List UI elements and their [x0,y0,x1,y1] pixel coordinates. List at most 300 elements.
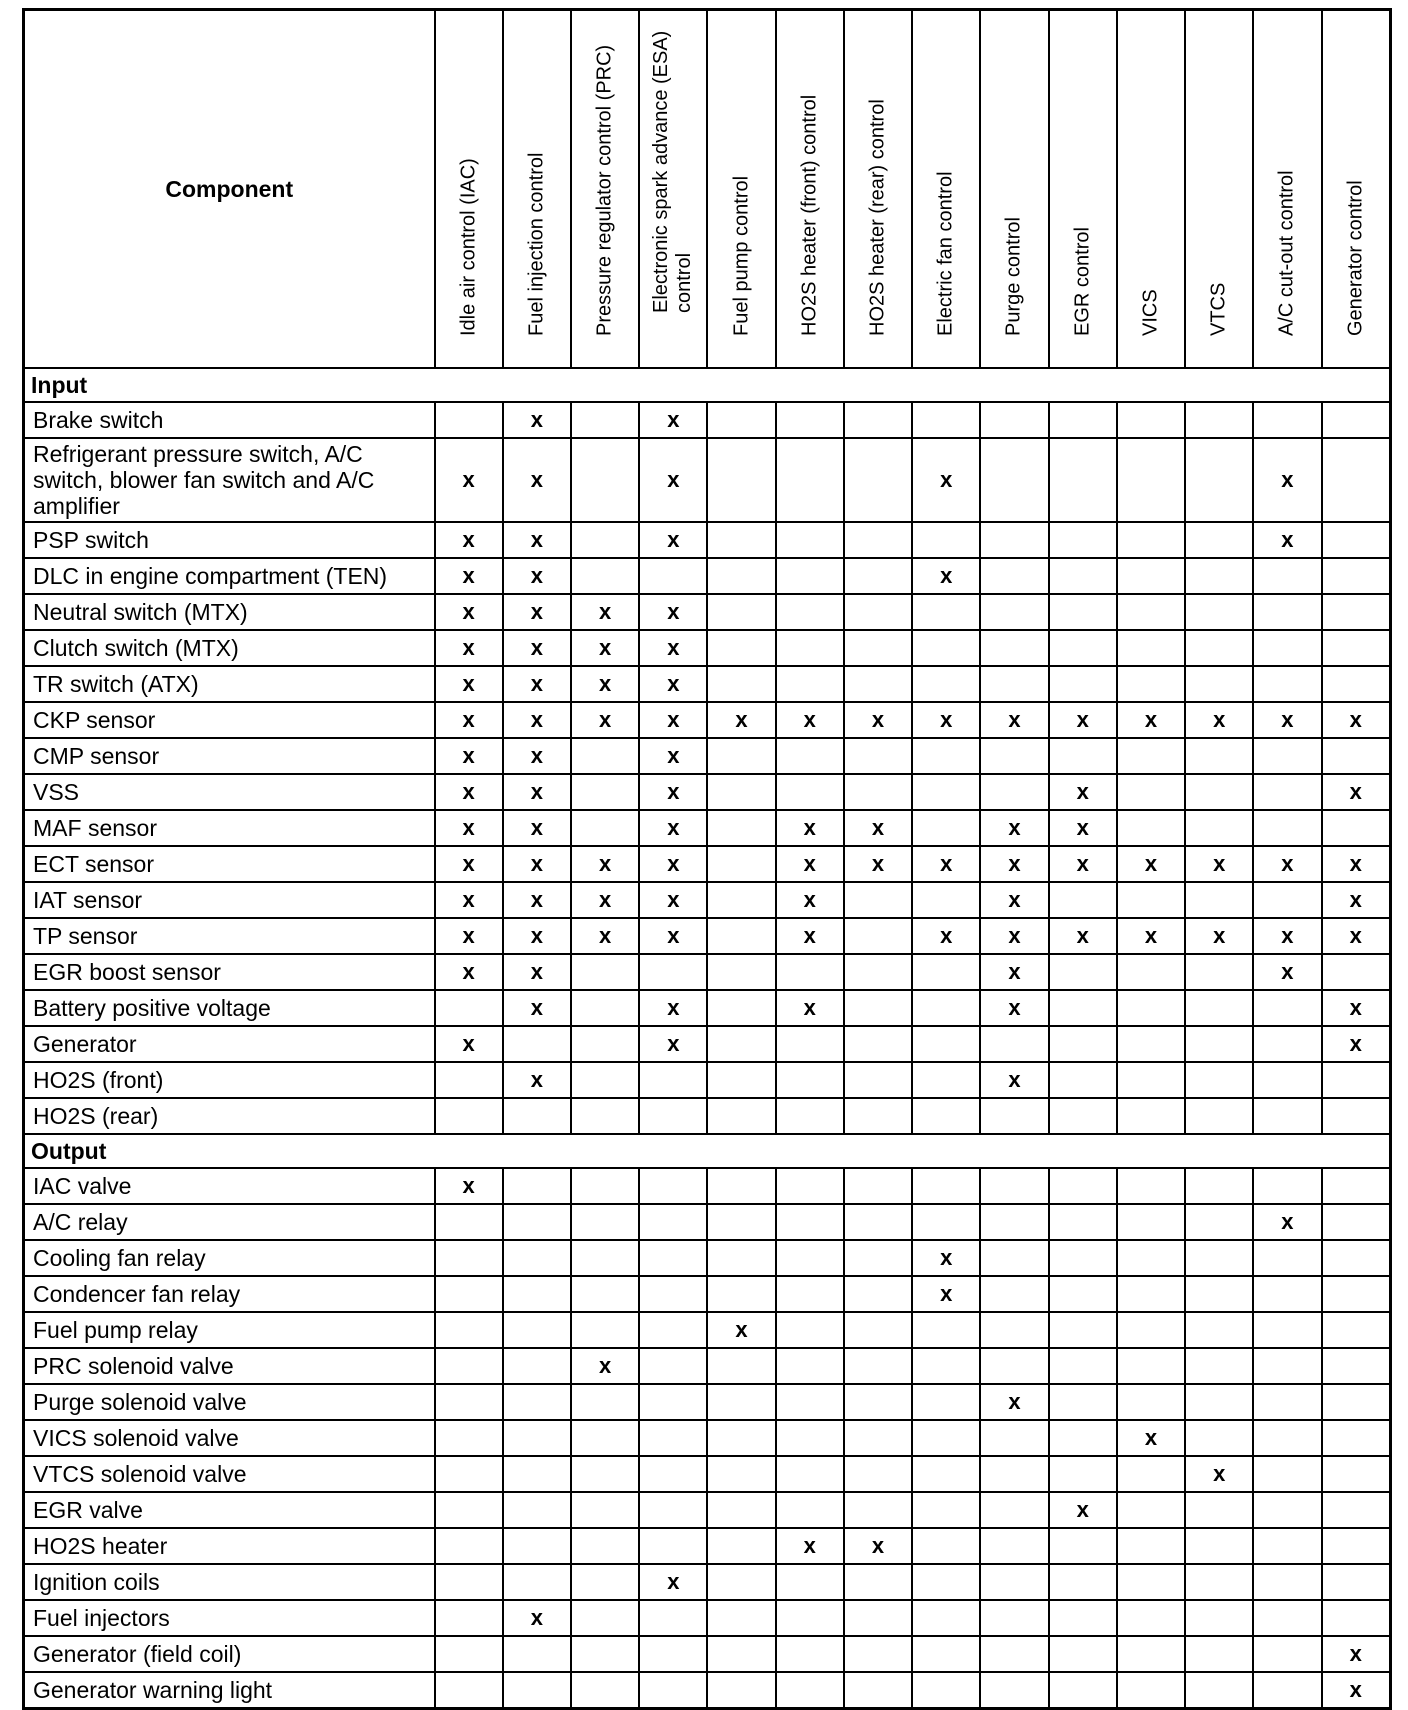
table-cell: x [776,702,844,738]
table-cell [1322,1276,1391,1312]
table-row [24,594,1391,630]
table-cell [1049,666,1117,702]
table-cell: x [980,846,1048,882]
table-cell [707,666,775,702]
table-cell [1049,1420,1117,1456]
table-cell [1253,1528,1321,1564]
table-cell: x [639,774,707,810]
row-label: IAC valve [24,1168,435,1204]
table-cell: x [980,882,1048,918]
row-label: Fuel pump relay [24,1312,435,1348]
table-cell: x [639,810,707,846]
column-header [980,10,1048,369]
table-cell [980,522,1048,558]
table-cell: x [503,846,571,882]
column-header-label: Idle air control (IAC) [457,158,480,336]
table-cell [1253,1168,1321,1204]
row-label: DLC in engine compartment (TEN) [24,558,435,594]
table-cell [435,1456,503,1492]
column-header-label: VICS [1139,289,1162,336]
table-cell [912,1026,980,1062]
row-label: Clutch switch (MTX) [24,630,435,666]
table-cell [1185,990,1253,1026]
table-cell [1117,1600,1185,1636]
table-cell: x [639,882,707,918]
table-cell [1185,594,1253,630]
table-cell [1253,1456,1321,1492]
table-body [24,368,1391,1709]
table-cell: x [1322,774,1391,810]
row-label: HO2S (front) [24,1062,435,1098]
row-label: ECT sensor [24,846,435,882]
table-cell [1253,774,1321,810]
table-cell [707,1456,775,1492]
table-cell: x [639,846,707,882]
table-cell [980,1456,1048,1492]
table-cell [435,990,503,1026]
table-cell: x [707,702,775,738]
table-cell [503,1276,571,1312]
table-cell: x [503,810,571,846]
table-cell: x [435,702,503,738]
table-row [24,1348,1391,1384]
table-cell: x [1049,918,1117,954]
table-cell [980,738,1048,774]
table-cell: x [639,666,707,702]
table-cell: x [503,918,571,954]
table-cell [912,1600,980,1636]
table-cell [912,1098,980,1134]
table-cell: x [1185,918,1253,954]
table-row [24,1098,1391,1134]
table-cell [571,1492,639,1528]
table-cell [1117,954,1185,990]
column-header [912,10,980,369]
table-cell [1185,1600,1253,1636]
table-cell [844,1600,912,1636]
table-cell [912,1420,980,1456]
table-cell [571,1384,639,1420]
table-cell [1185,1492,1253,1528]
section-title: Input [24,368,1391,402]
table-cell [639,1492,707,1528]
row-label: Brake switch [24,402,435,438]
column-header [1185,10,1253,369]
table-cell [707,774,775,810]
table-cell [571,1564,639,1600]
table-cell [912,810,980,846]
column-header-label: HO2S heater (front) control [798,94,821,336]
table-cell [980,1600,1048,1636]
table-cell: x [1322,846,1391,882]
table-cell [776,738,844,774]
column-header [844,10,912,369]
table-cell [844,558,912,594]
row-label: Battery positive voltage [24,990,435,1026]
table-cell [1322,1240,1391,1276]
table-cell [435,1528,503,1564]
table-row [24,1168,1391,1204]
table-cell [912,1384,980,1420]
table-cell [1117,990,1185,1026]
table-cell [707,810,775,846]
table-cell [435,1312,503,1348]
table-cell [776,438,844,522]
table-cell [435,402,503,438]
table-cell: x [435,522,503,558]
table-row [24,1062,1391,1098]
table-cell [844,738,912,774]
table-cell [1117,1062,1185,1098]
table-cell: x [776,810,844,846]
table-cell [1322,522,1391,558]
table-cell [1117,1098,1185,1134]
table-cell [844,1672,912,1709]
table-cell [1185,882,1253,918]
table-cell [1185,810,1253,846]
row-label: MAF sensor [24,810,435,846]
table-cell [1117,738,1185,774]
table-cell [503,1312,571,1348]
table-cell [1117,1492,1185,1528]
table-cell: x [503,702,571,738]
column-header [1253,10,1321,369]
table-cell [503,1636,571,1672]
table-cell [844,402,912,438]
column-header [639,10,707,369]
table-cell [1185,1564,1253,1600]
table-cell: x [435,594,503,630]
column-header [776,10,844,369]
table-cell [1253,1600,1321,1636]
table-cell [571,1636,639,1672]
table-cell [1117,558,1185,594]
table-cell [435,1420,503,1456]
table-cell [1253,1672,1321,1709]
table-cell [707,1492,775,1528]
table-cell [844,594,912,630]
table-cell: x [1322,1636,1391,1672]
row-label: HO2S (rear) [24,1098,435,1134]
table-cell: x [639,990,707,1026]
table-cell [912,594,980,630]
table-cell [1185,1276,1253,1312]
table-cell [1117,1528,1185,1564]
column-header-label: HO2S heater (rear) control [866,99,889,336]
row-label: Generator [24,1026,435,1062]
table-cell: x [571,882,639,918]
row-label: Condencer fan relay [24,1276,435,1312]
table-row [24,522,1391,558]
table-cell [844,1204,912,1240]
table-cell [1049,1528,1117,1564]
table-cell: x [503,630,571,666]
table-cell: x [912,1276,980,1312]
table-cell [435,1098,503,1134]
table-row [24,1636,1391,1672]
table-cell: x [571,1348,639,1384]
table-cell [912,1456,980,1492]
table-cell [776,1312,844,1348]
table-cell [844,1636,912,1672]
table-cell: x [776,882,844,918]
table-cell [1049,402,1117,438]
table-cell [1117,1240,1185,1276]
table-cell [707,1384,775,1420]
table-cell: x [980,1062,1048,1098]
table-cell [503,1204,571,1240]
table-cell [707,954,775,990]
table-row [24,1276,1391,1312]
table-cell [776,1026,844,1062]
table-cell [707,1636,775,1672]
column-header-label: Electric fan control [934,171,957,336]
table-cell [639,1098,707,1134]
table-cell [776,522,844,558]
column-header-label: Electronic spark advance (ESA) control [650,30,696,313]
table-cell: x [1253,918,1321,954]
column-header [1322,10,1391,369]
table-cell [1185,954,1253,990]
column-header-label: Fuel injection control [525,152,548,336]
table-cell: x [571,594,639,630]
table-cell [980,1528,1048,1564]
table-row [24,1672,1391,1709]
table-cell [1049,1312,1117,1348]
table-row [24,990,1391,1026]
table-cell [707,1600,775,1636]
table-cell [1049,1026,1117,1062]
table-cell [776,594,844,630]
table-cell: x [639,594,707,630]
table-cell: x [503,1062,571,1098]
table-cell [1322,1384,1391,1420]
table-cell [435,1636,503,1672]
table-cell [1185,1420,1253,1456]
table-cell [571,1420,639,1456]
table-cell [1185,1062,1253,1098]
table-cell [1185,1312,1253,1348]
table-cell [1117,438,1185,522]
row-label: CMP sensor [24,738,435,774]
table-cell: x [503,882,571,918]
table-cell [1322,1420,1391,1456]
table-cell [912,666,980,702]
table-cell [980,438,1048,522]
table-cell [639,1636,707,1672]
table-row [24,702,1391,738]
table-cell [776,1492,844,1528]
table-cell [707,1026,775,1062]
table-cell: x [639,1564,707,1600]
table-cell: x [1049,774,1117,810]
table-cell: x [980,918,1048,954]
table-cell [1253,1312,1321,1348]
table-cell [1253,402,1321,438]
table-cell: x [980,1384,1048,1420]
table-cell [980,1204,1048,1240]
table-cell: x [912,438,980,522]
table-cell [776,1564,844,1600]
table-cell [571,1672,639,1709]
table-cell: x [503,438,571,522]
table-cell: x [639,1026,707,1062]
table-cell [639,1600,707,1636]
table-cell: x [435,846,503,882]
table-cell [1185,666,1253,702]
table-cell [707,1420,775,1456]
table-cell: x [776,918,844,954]
table-row [24,558,1391,594]
table-cell [639,1456,707,1492]
table-cell [1253,1492,1321,1528]
table-cell [912,630,980,666]
table-cell [1117,630,1185,666]
table-row [24,1456,1391,1492]
table-cell [1117,810,1185,846]
table-cell [639,1204,707,1240]
table-cell [707,738,775,774]
table-cell: x [1049,846,1117,882]
section-row [24,1134,1391,1168]
table-row [24,846,1391,882]
table-cell [571,1528,639,1564]
table-cell [435,1276,503,1312]
table-cell [1253,1384,1321,1420]
table-cell [571,1098,639,1134]
table-cell [1117,1276,1185,1312]
table-cell [1322,1348,1391,1384]
table-cell [571,1026,639,1062]
table-cell [844,1312,912,1348]
table-cell [912,1062,980,1098]
table-cell [776,1348,844,1384]
table-cell: x [571,630,639,666]
table-cell [776,1600,844,1636]
table-cell [1322,594,1391,630]
column-header-label: Generator control [1344,180,1367,336]
table-cell [435,1672,503,1709]
table-cell: x [980,810,1048,846]
table-cell [503,1672,571,1709]
table-row [24,1600,1391,1636]
table-cell [707,1348,775,1384]
table-cell [912,882,980,918]
table-cell [776,1098,844,1134]
row-label: A/C relay [24,1204,435,1240]
row-label: TP sensor [24,918,435,954]
table-cell [707,1672,775,1709]
table-row [24,1420,1391,1456]
table-cell [707,522,775,558]
table-cell: x [435,882,503,918]
table-cell: x [1253,522,1321,558]
table-cell: x [1253,702,1321,738]
table-cell: x [503,522,571,558]
table-cell [1185,1528,1253,1564]
table-row [24,882,1391,918]
table-row [24,1026,1391,1062]
table-cell [435,1240,503,1276]
table-cell [980,1348,1048,1384]
table-cell [1049,1098,1117,1134]
table-cell [980,1276,1048,1312]
row-label: Cooling fan relay [24,1240,435,1276]
table-cell: x [1322,702,1391,738]
table-cell: x [844,1528,912,1564]
table-cell [707,1564,775,1600]
table-cell [503,1564,571,1600]
table-cell [435,1204,503,1240]
table-cell: x [435,954,503,990]
row-label: Ignition coils [24,1564,435,1600]
table-cell [1185,630,1253,666]
table-cell [1117,882,1185,918]
table-cell: x [1117,702,1185,738]
column-header-label: Fuel pump control [730,175,753,336]
table-cell: x [639,918,707,954]
table-cell [503,1026,571,1062]
row-label: Purge solenoid valve [24,1384,435,1420]
table-cell [707,1240,775,1276]
table-cell [1049,882,1117,918]
table-cell [1322,810,1391,846]
table-cell [1322,666,1391,702]
table-cell [776,630,844,666]
table-row [24,630,1391,666]
table-cell: x [435,1026,503,1062]
table-cell: x [1253,438,1321,522]
component-control-matrix [22,8,1392,1710]
row-label: PSP switch [24,522,435,558]
table-cell [844,1456,912,1492]
table-cell [912,1348,980,1384]
table-cell [980,1672,1048,1709]
table-cell [776,954,844,990]
table-cell [571,402,639,438]
table-cell [503,1420,571,1456]
table-cell [503,1348,571,1384]
table-cell [776,1062,844,1098]
table-cell [776,1240,844,1276]
table-cell [571,954,639,990]
table-cell: x [912,1240,980,1276]
table-cell [1049,630,1117,666]
table-cell [844,1276,912,1312]
table-cell [1049,1564,1117,1600]
table-cell [1185,558,1253,594]
table-cell [1253,594,1321,630]
column-header [707,10,775,369]
column-header [435,10,503,369]
table-cell [639,1240,707,1276]
table-cell [844,1348,912,1384]
table-cell [1253,1240,1321,1276]
table-cell [435,1564,503,1600]
table-cell [571,1062,639,1098]
row-label: VTCS solenoid valve [24,1456,435,1492]
table-cell: x [980,702,1048,738]
table-cell [1117,1456,1185,1492]
table-cell [571,1276,639,1312]
column-header-label: Purge control [1002,217,1025,336]
header-row [24,10,1391,369]
table-cell [1049,1062,1117,1098]
table-cell [1049,438,1117,522]
column-header [571,10,639,369]
table-cell [1322,1600,1391,1636]
table-cell: x [912,558,980,594]
